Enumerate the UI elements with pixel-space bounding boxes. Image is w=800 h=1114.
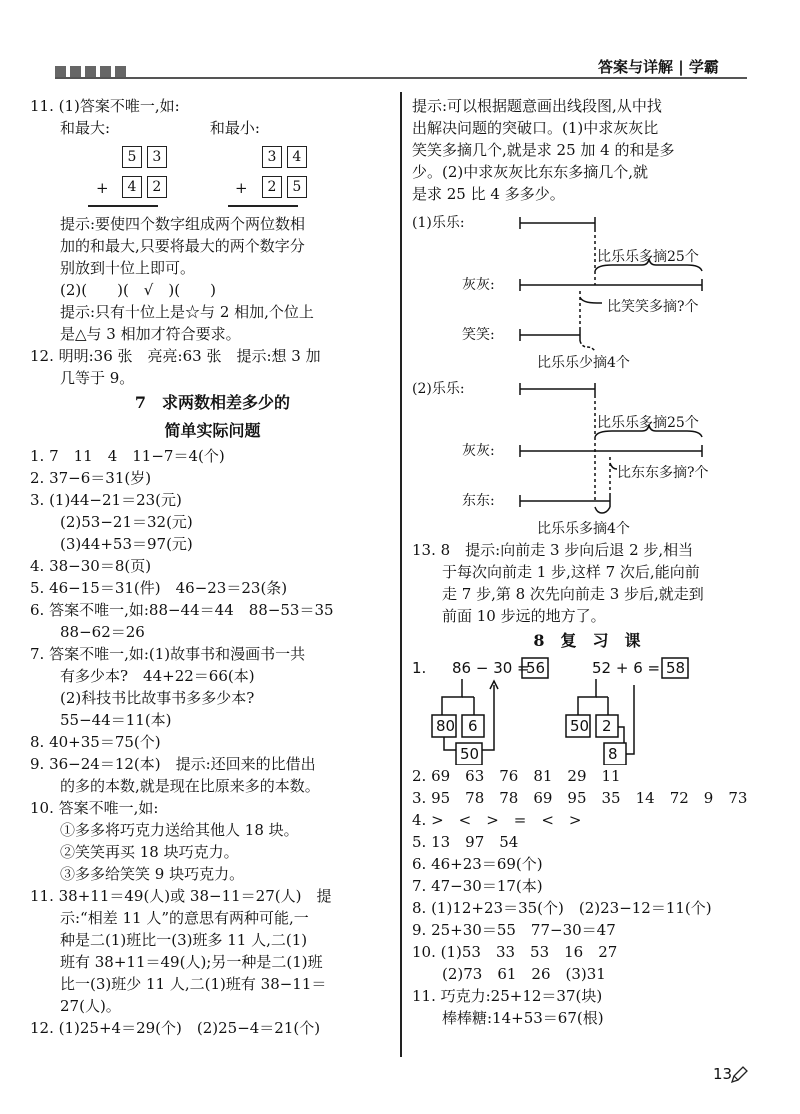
review-answer-8: 8. (1)12+23＝35(个) (2)23−12＝11(个)	[412, 899, 712, 917]
review-answer-2: 2. 69 63 76 81 29 11	[412, 767, 621, 785]
section-7-title: 7 求两数相差多少的	[134, 393, 291, 412]
q13-answer: 13. 8 提示:向前走 3 步向后退 2 步,相当	[412, 541, 694, 559]
equation-1-answer: 56	[526, 659, 546, 677]
answer-3b: (2)53−21＝32(元)	[60, 513, 193, 531]
answer-7c: (2)科技书比故事书多多少本?	[60, 689, 255, 707]
section-8-title: 8 复 习 课	[533, 631, 641, 650]
diagram-label: 东东:	[462, 493, 495, 509]
answer-3: 3. (1)44−21＝23(元)	[30, 491, 182, 509]
diagram-label: (1)乐乐:	[412, 215, 465, 231]
q11-labels	[30, 117, 395, 139]
sum-line	[228, 205, 298, 207]
review-answer-10: 10. (1)53 33 53 16 27	[412, 943, 618, 961]
hint-line: 别放到十位上即可。	[60, 259, 196, 277]
answer-2: 2. 37−6＝31(岁)	[30, 469, 152, 487]
q11-intro: 11. (1)答案不唯一,如:	[30, 97, 180, 115]
answer-10d: ③多多给笑笑 9 块巧克力。	[60, 865, 245, 883]
partial-result-text: 50	[460, 745, 480, 763]
add2-row2	[262, 175, 307, 198]
hint-line: 提示:可以根据题意画出线段图,从中找	[412, 97, 662, 115]
q13-cont: 走 7 步,第 8 次先向前走 3 步后,就走到	[442, 585, 704, 603]
diagram-label: 灰灰:	[462, 277, 495, 293]
answer-12: 12. (1)25+4＝29(个) (2)25−4＝21(个)	[30, 1019, 321, 1037]
answer-7d: 55−44＝11(本)	[60, 711, 172, 729]
q12-answer-cont: 几等于 9。	[60, 369, 135, 387]
hint-line: 出解决问题的突破口。(1)中求灰灰比	[412, 119, 659, 137]
answer-7: 7. 答案不唯一,如:(1)故事书和漫画书一共	[30, 645, 306, 663]
max-label: 和最大:	[60, 119, 111, 137]
digit-box: 5	[122, 146, 142, 168]
answer-11f: 27(人)。	[60, 997, 121, 1015]
answer-8: 8. 40+35＝75(个)	[30, 733, 161, 751]
answer-9: 9. 36−24＝12(本) 提示:还回来的比借出	[30, 755, 316, 773]
answer-3c: (3)44+53＝97(元)	[60, 535, 193, 553]
hint-line: 是求 25 比 4 多多少。	[412, 185, 565, 203]
min-label: 和最小:	[209, 119, 260, 137]
right-column	[412, 95, 762, 1029]
answer-10: 10. 答案不唯一,如:	[30, 799, 159, 817]
review-answer-7: 7. 47−30＝17(本)	[412, 877, 543, 895]
digit-box: 3	[147, 146, 167, 168]
hint-line: 提示:只有十位上是☆与 2 相加,个位上	[60, 303, 314, 321]
partial-result-text: 8	[608, 745, 618, 763]
answer-1: 1. 7 11 4 11−7＝4(个)	[30, 447, 225, 465]
digit-box: 4	[287, 146, 307, 168]
diagram-note: 比笑笑多摘?个	[607, 299, 699, 315]
q12-answer: 12. 明明:36 张 亮亮:63 张 提示:想 3 加	[30, 347, 321, 365]
column-divider	[400, 92, 402, 1057]
q13-cont: 前面 10 步远的地方了。	[442, 607, 606, 625]
answer-6b: 88−62＝26	[60, 623, 145, 641]
digit-box: 5	[287, 176, 307, 198]
diagram-label: (2)乐乐:	[412, 381, 465, 397]
left-column	[30, 95, 395, 1039]
item-number: 1.	[412, 659, 427, 677]
equation-2-answer: 58	[666, 659, 686, 677]
header-blocks	[55, 66, 126, 77]
add1-row1	[122, 145, 167, 168]
sum-line	[88, 205, 158, 207]
answer-10b: ①多多将巧克力送给其他人 18 块。	[60, 821, 299, 839]
digit-box: 2	[262, 176, 282, 198]
decomp-box-text: 2	[602, 717, 612, 735]
review-answer-11: 11. 巧克力:25+12＝37(块)	[412, 987, 603, 1005]
diagram-label: 灰灰:	[462, 443, 495, 459]
decomp-box-text: 50	[570, 717, 590, 735]
line-diagram-2	[412, 375, 752, 535]
equation-1: 86 − 30 =	[452, 659, 530, 677]
digit-box: 2	[147, 176, 167, 198]
pencil-icon	[730, 1066, 748, 1084]
diagram-note: 比乐乐多摘25个	[597, 415, 699, 431]
addition-figures	[30, 139, 395, 213]
answer-11c: 种是二(1)班比一(3)班多 11 人,二(1)	[60, 931, 308, 949]
answer-4: 4. 38−30＝8(页)	[30, 557, 152, 575]
review-answer-5: 5. 13 97 54	[412, 833, 519, 851]
equation-2: 52 + 6 =	[592, 659, 661, 677]
answer-11e: 比一(3)班少 11 人,二(1)班有 38−11＝	[60, 975, 327, 993]
review-answer-10b: (2)73 61 26 (3)31	[442, 965, 606, 983]
diagram-note: 比乐乐多摘4个	[537, 521, 630, 535]
answer-11b: 示:“相差 11 人”的意思有两种可能,一	[60, 909, 309, 927]
hint-line: 笑笑多摘几个,就是求 25 加 4 的和是多	[412, 141, 675, 159]
diagram-label: 笑笑:	[462, 327, 495, 343]
page-number: 13	[713, 1065, 733, 1083]
plus-sign: +	[235, 179, 248, 197]
answer-6: 6. 答案不唯一,如:88−44＝44 88−53＝35	[30, 601, 334, 619]
review-answer-4: 4. > < > = < >	[412, 811, 582, 829]
hint-line: 是△与 3 相加才符合要求。	[60, 325, 241, 343]
answer-5: 5. 46−15＝31(件) 46−23＝23(条)	[30, 579, 288, 597]
diagram-note: 比乐乐少摘4个	[537, 355, 630, 369]
hint-line: 少。(2)中求灰灰比东东多摘几个,就	[412, 163, 649, 181]
add1-row2	[122, 175, 167, 198]
digit-box: 3	[262, 146, 282, 168]
digit-box: 4	[122, 176, 142, 198]
decomp-box-text: 80	[436, 717, 456, 735]
add2-row1	[262, 145, 307, 168]
review-answer-6: 6. 46+23＝69(个)	[412, 855, 543, 873]
calc-diagram	[412, 655, 752, 765]
answer-11: 11. 38+11＝49(人)或 38−11＝27(人) 提	[30, 887, 332, 905]
review-answer-9: 9. 25+30＝55 77−30＝47	[412, 921, 616, 939]
q13-cont: 于每次向前走 1 步,这样 7 次后,能向前	[442, 563, 700, 581]
answer-7b: 有多少本? 44+22＝66(本)	[60, 667, 255, 685]
section-7-subtitle: 简单实际问题	[164, 421, 261, 440]
hint-line: 提示:要使四个数字组成两个两位数相	[60, 215, 306, 233]
plus-sign: +	[96, 179, 109, 197]
header-title: 答案与详解 | 学霸	[598, 58, 719, 76]
header-rule	[55, 77, 747, 79]
answer-11d: 班有 38+11＝49(人);另一种是二(1)班	[60, 953, 323, 971]
line-diagram-1	[412, 209, 752, 369]
diagram-note: 比乐乐多摘25个	[597, 249, 699, 265]
answer-9b: 的多的本数,就是现在比原来多的本数。	[60, 777, 320, 795]
answer-10c: ②笑笑再买 18 块巧克力。	[60, 843, 239, 861]
review-answer-3: 3. 95 78 78 69 95 35 14 72 9 73	[412, 789, 748, 807]
q11-part2: (2)( )( √ )( )	[60, 281, 216, 299]
diagram-note: 比东东多摘?个	[617, 465, 709, 481]
review-answer-11b: 棒棒糖:14+53＝67(根)	[442, 1009, 604, 1027]
hint-line: 加的和最大,只要将最大的两个数字分	[60, 237, 305, 255]
decomp-box-text: 6	[468, 717, 478, 735]
